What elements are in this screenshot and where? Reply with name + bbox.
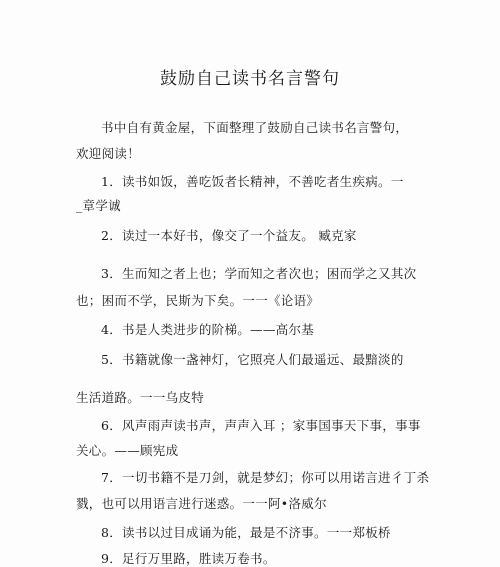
intro-line-2: 欢迎阅读！ [76,146,141,161]
quote-1-line-1: 1．读书如饭，善吃饭者长精神，不善吃者生疾病。一 [101,174,404,189]
quote-3-line-1: 3．生而知之者上也；学而知之者次也；困而学之又其次 [101,266,417,281]
document-title: 鼓励自己读书名言警句 [160,69,340,89]
quote-6-line-1: 6．风声雨声读书声，声声入耳 ；家事国事天下事，事事 [101,418,421,433]
quote-5-line-1: 5．书籍就像一盏神灯，它照亮人们最遥远、最黯淡的 [101,352,404,367]
quote-1-line-2: _章学诚 [76,198,121,213]
quote-9-line-1: 9．足行万里路，胜读万卷书。 [101,551,276,566]
quote-6-line-2: 关心。——顾宪成 [76,443,179,458]
quote-5-line-2: 生活道路。一一乌皮特 [76,390,205,405]
quote-3-line-2: 也；困而不学，民斯为下矣。一一《论语》 [76,293,320,308]
quote-2-line-1: 2．读过一本好书，像交了一个益友。 臧克家 [101,228,357,243]
quote-4-line-1: 4．书是人类进步的阶梯。——高尔基 [101,322,315,337]
quote-8-line-1: 8．读书以过目成诵为能，最是不济事。一一郑板桥 [101,525,391,540]
quote-7-line-2: 戮，也可以用语言进行迷惑。一一阿•洛威尔 [76,496,327,511]
intro-line-1: 书中自有黄金屋，下面整理了鼓励自己读书名言警句， [101,120,409,135]
quote-7-line-1: 7．一切书籍不是刀剑，就是梦幻；你可以用诺言进彳丁杀 [101,470,430,485]
